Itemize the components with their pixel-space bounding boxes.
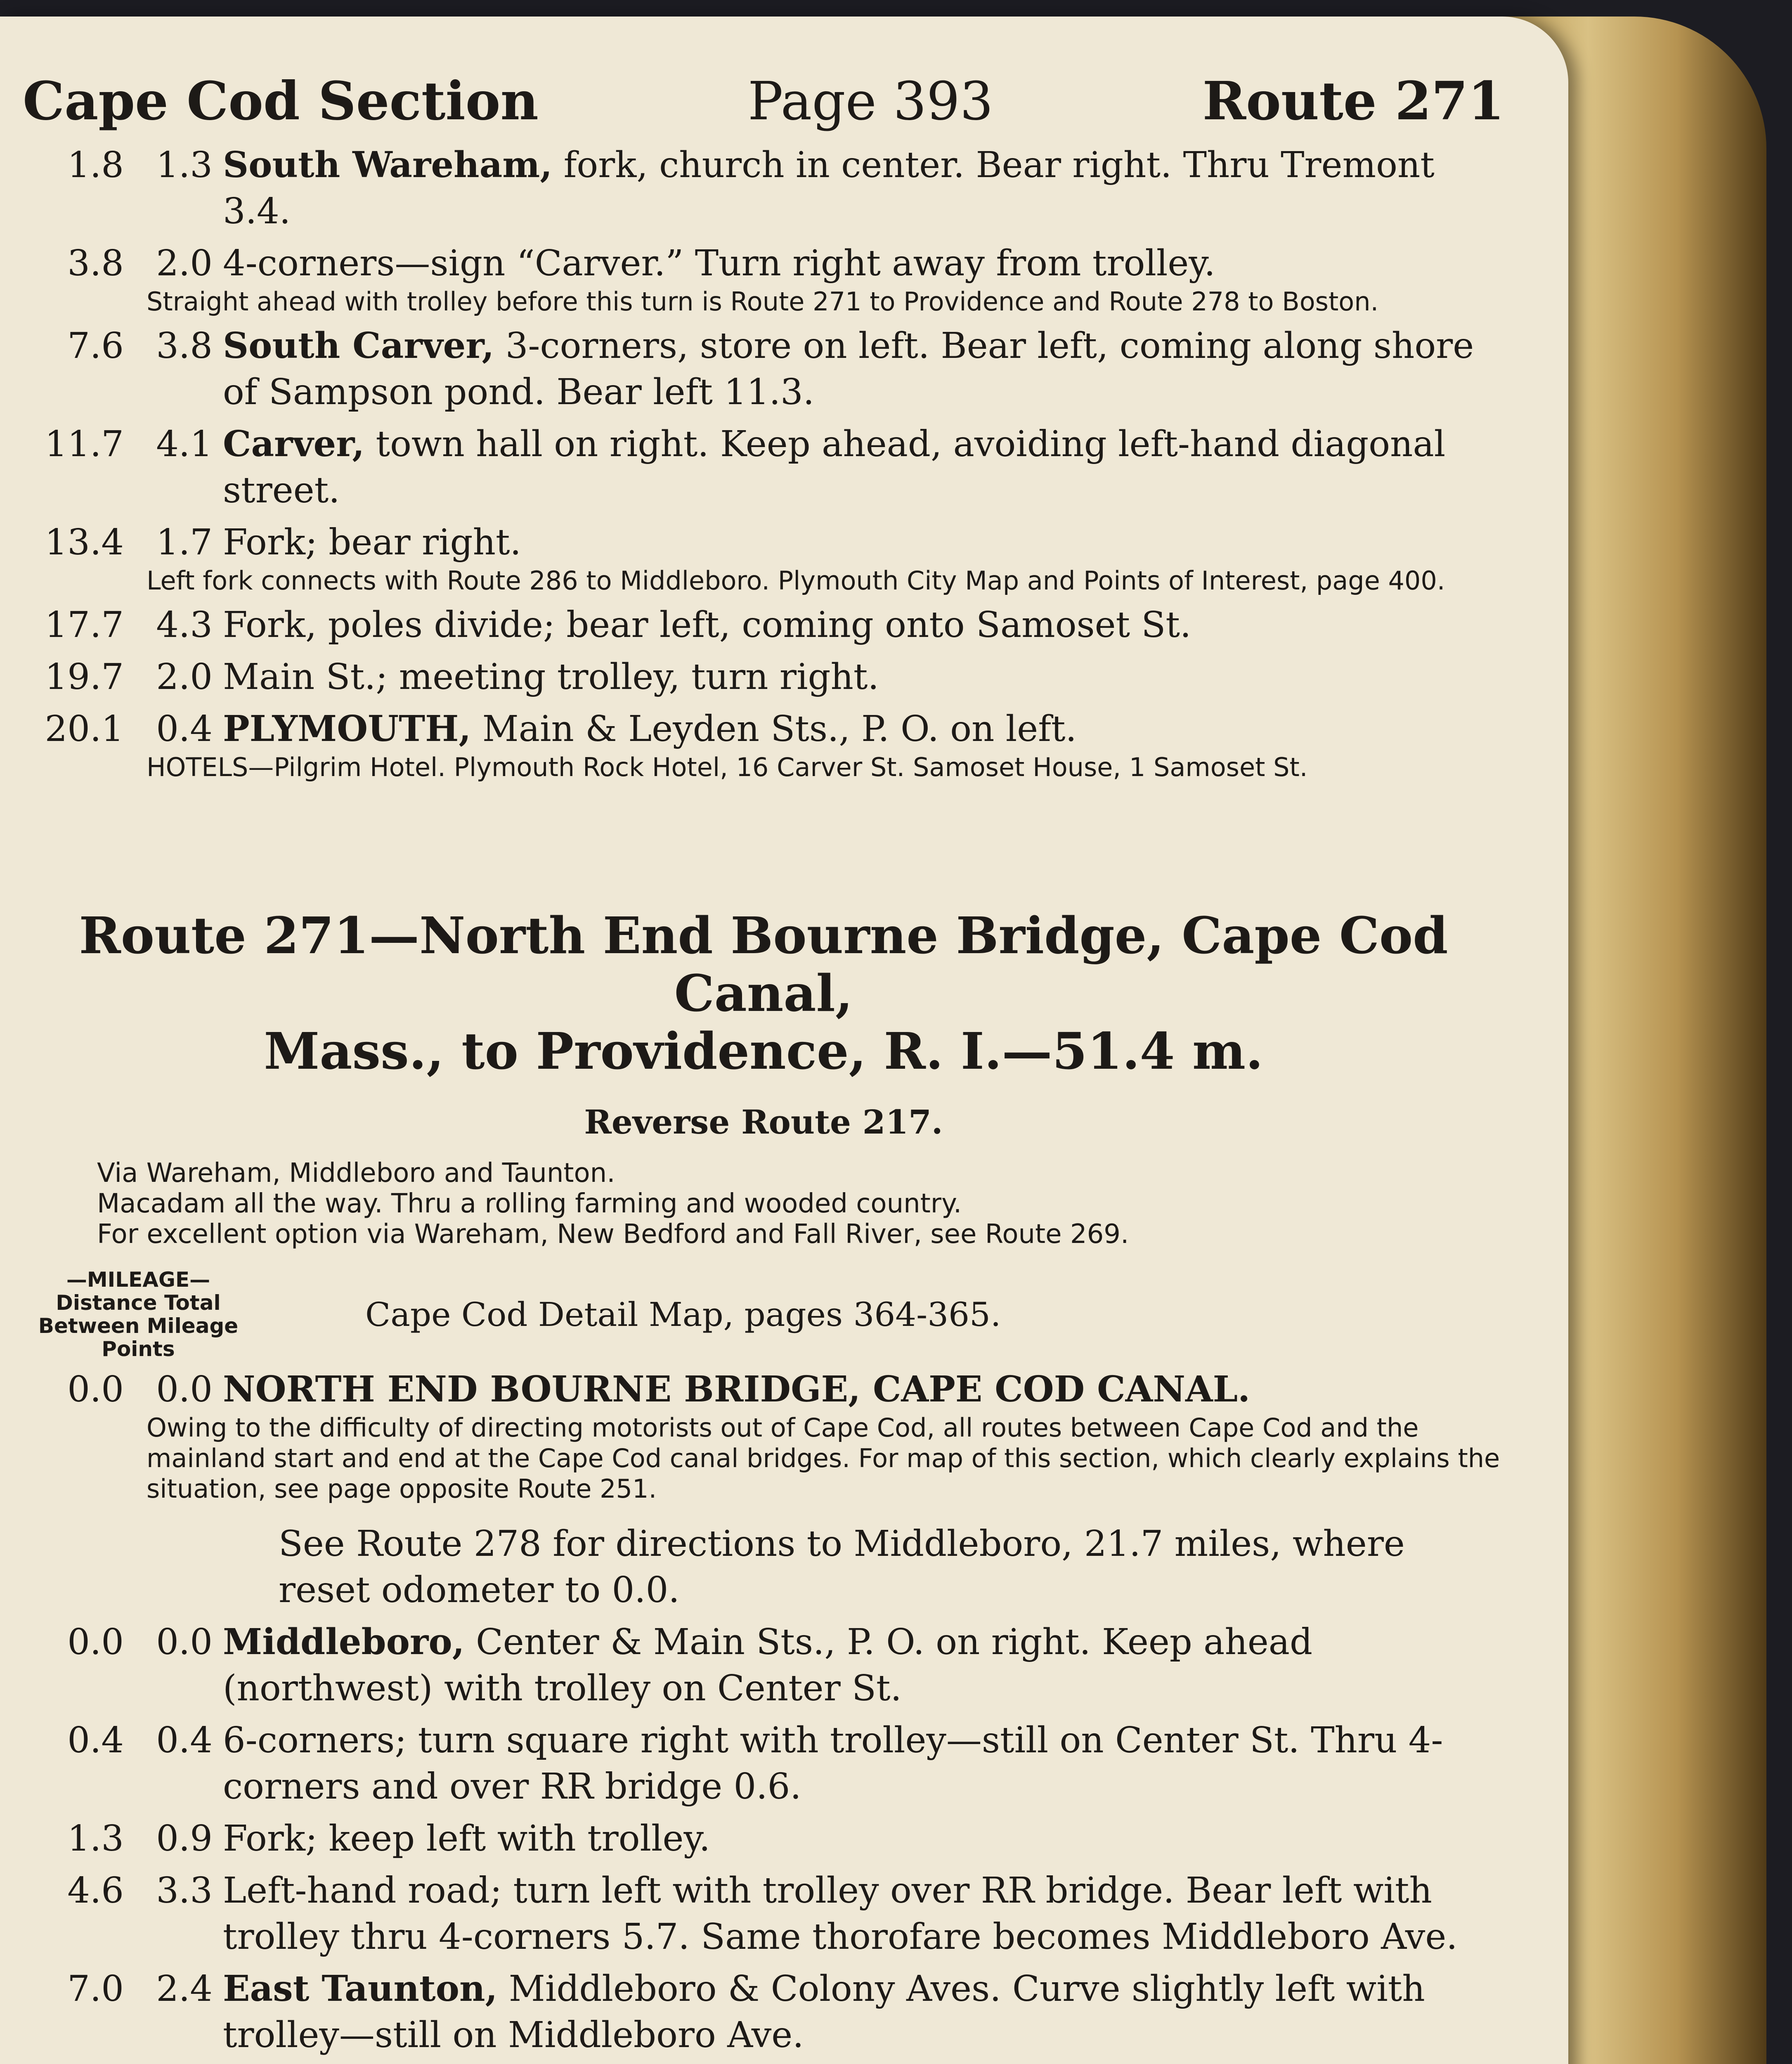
total-mileage: 7.6 (67, 325, 124, 367)
page-header (23, 70, 1504, 132)
section-title: Cape Cod Section (23, 70, 539, 132)
plain-direction: See Route 278 for directions to Middleboro, 21.7 miles, where reset odometer to 0.0. (279, 1523, 1405, 1611)
direction-detail: Left-hand road; turn left with trolley over RR bridge. Bear left with trolley thru 4-corners 5.7. Same thorofare becomes Middleboro Ave. (223, 1870, 1458, 1957)
place-name: Carver, (223, 423, 365, 465)
direction-text (213, 1868, 1504, 1960)
route-number: Route 271 (1202, 70, 1504, 132)
direction-entry (23, 323, 1504, 415)
distance-between: 1.7 (156, 522, 213, 563)
total-mileage: 0.0 (67, 1369, 124, 1410)
direction-text (213, 706, 1504, 752)
distance-between: 0.0 (156, 1621, 213, 1663)
direction-text (213, 1366, 1504, 1413)
direction-detail: Fork, poles divide; bear left, coming onto Samoset St. (223, 604, 1192, 646)
direction-entry (23, 240, 1504, 286)
direction-detail: town hall on right. Keep ahead, avoiding left-hand diagonal street. (223, 424, 1446, 511)
direction-entry (23, 654, 1504, 700)
direction-detail: 6-corners; turn square right with trolley—still on Center St. Thru 4-corners and over RR bridge 0.6. (223, 1720, 1443, 1807)
distance-between: 4.3 (156, 604, 213, 646)
distance-between: 1.3 (156, 144, 213, 186)
direction-entry (23, 519, 1504, 566)
route-directions-list (23, 1366, 1504, 2064)
direction-detail: 3-corners, store on left. Bear left, coming along shore of Sampson pond. Bear left 11.3. (223, 325, 1474, 413)
reverse-route-note: Reverse Route 217. (584, 1103, 943, 1141)
sub-note: HOTELS—Pilgrim Hotel. Plymouth Rock Hotel, 16 Carver St. Samoset House, 1 Samoset St. (147, 752, 1308, 782)
place-name: South Wareham, (223, 144, 553, 186)
total-mileage: 1.8 (67, 144, 124, 186)
direction-text (213, 323, 1504, 415)
direction-detail: 4-corners—sign “Carver.” Turn right away from trolley. (223, 243, 1215, 284)
place-name: Middleboro, (223, 1621, 465, 1663)
previous-route-list (23, 142, 1504, 783)
direction-text (213, 421, 1504, 514)
distance-between: 3.8 (156, 325, 213, 367)
direction-entry (23, 142, 1504, 234)
direction-text (213, 1619, 1504, 1711)
total-mileage: 0.4 (67, 1720, 124, 1761)
direction-entry (23, 1619, 1504, 1711)
page-content (23, 70, 1504, 2064)
direction-entry (23, 1815, 1504, 1862)
route-title (23, 907, 1504, 1080)
sub-note: Left fork connects with Route 286 to Middleboro. Plymouth City Map and Points of Interest, page 400. (147, 566, 1445, 596)
mileage-legend (23, 1268, 1504, 1361)
direction-text (213, 1966, 1504, 2058)
detail-map-reference: Cape Cod Detail Map, pages 364-365. (365, 1295, 1001, 1334)
distance-between: 0.4 (156, 1720, 213, 1761)
direction-detail: Center & Main Sts., P. O. on right. Keep ahead (northwest) with trolley on Center St. (223, 1621, 1313, 1709)
direction-entry (23, 421, 1504, 514)
place-name: East Taunton, (223, 1968, 498, 2010)
direction-entry (23, 1966, 1504, 2058)
direction-entry (23, 1868, 1504, 1960)
direction-detail: fork, church in center. Bear right. Thru Tremont 3.4. (223, 144, 1435, 232)
page-number: Page 393 (747, 71, 993, 132)
direction-detail: Fork; keep left with trolley. (223, 1818, 710, 1859)
via-line: Via Wareham, Middleboro and Taunton. (97, 1158, 615, 1188)
route-title-line-1: Route 271—North End Bourne Bridge, Cape Cod Canal, (79, 906, 1448, 1023)
direction-detail: Main St.; meeting trolley, turn right. (223, 656, 879, 698)
distance-between: 2.0 (156, 656, 213, 698)
total-mileage: 4.6 (67, 1870, 124, 1911)
direction-text (213, 142, 1504, 234)
route-title-line-2: Mass., to Providence, R. I.—51.4 m. (264, 1021, 1263, 1081)
direction-detail: Main & Leyden Sts., P. O. on left. (471, 708, 1077, 750)
sub-note: Straight ahead with trolley before this turn is Route 271 to Providence and Route 278 to Boston. (147, 286, 1379, 317)
total-mileage: 17.7 (45, 604, 124, 646)
distance-between: 2.0 (156, 243, 213, 284)
distance-between: 3.3 (156, 1870, 213, 1911)
direction-entry (23, 602, 1504, 648)
surface-line: Macadam all the way. Thru a rolling farming and wooded country. (97, 1188, 962, 1219)
total-mileage: 13.4 (45, 522, 124, 563)
direction-text (213, 1717, 1504, 1810)
distance-between: 2.4 (156, 1968, 213, 2010)
total-mileage: 7.0 (67, 1968, 124, 2010)
total-mileage: 19.7 (45, 656, 124, 698)
distance-between: 0.9 (156, 1818, 213, 1859)
direction-text (213, 654, 1504, 700)
route-via-notes (23, 1158, 1504, 1250)
place-name: NORTH END BOURNE BRIDGE, CAPE COD CANAL. (223, 1368, 1251, 1410)
book-page (0, 17, 1568, 2064)
place-name: South Carver, (223, 325, 494, 367)
option-line: For excellent option via Wareham, New Bedford and Fall River, see Route 269. (97, 1219, 1129, 1250)
total-mileage: 3.8 (67, 243, 124, 284)
distance-between: 0.4 (156, 708, 213, 750)
place-name: PLYMOUTH, (223, 708, 471, 750)
distance-between: 0.0 (156, 1369, 213, 1410)
direction-detail: Middleboro & Colony Aves. Curve slightly left with trolley—still on Middleboro Ave. (223, 1968, 1425, 2056)
mileage-key: —MILEAGE— Distance Total Between Mileage Points (38, 1268, 239, 1361)
direction-entry (23, 1366, 1504, 1413)
direction-entry (23, 1717, 1504, 1810)
total-mileage: 20.1 (45, 708, 124, 750)
distance-between: 4.1 (156, 424, 213, 465)
direction-entry (23, 706, 1504, 752)
direction-detail: Fork; bear right. (223, 522, 521, 563)
direction-text (213, 519, 1504, 566)
total-mileage: 1.3 (67, 1818, 124, 1859)
direction-text (213, 602, 1504, 648)
direction-text (213, 240, 1504, 286)
sub-note: Owing to the difficulty of directing motorists out of Cape Cod, all routes between Cape Cod and the mainland start and end at the Cape Cod canal bridges. For map of this section, which clearly explains the situation, see page opposite Route 251. (147, 1413, 1500, 1504)
direction-text (213, 1815, 1504, 1862)
total-mileage: 0.0 (67, 1621, 124, 1663)
total-mileage: 11.7 (45, 424, 124, 465)
